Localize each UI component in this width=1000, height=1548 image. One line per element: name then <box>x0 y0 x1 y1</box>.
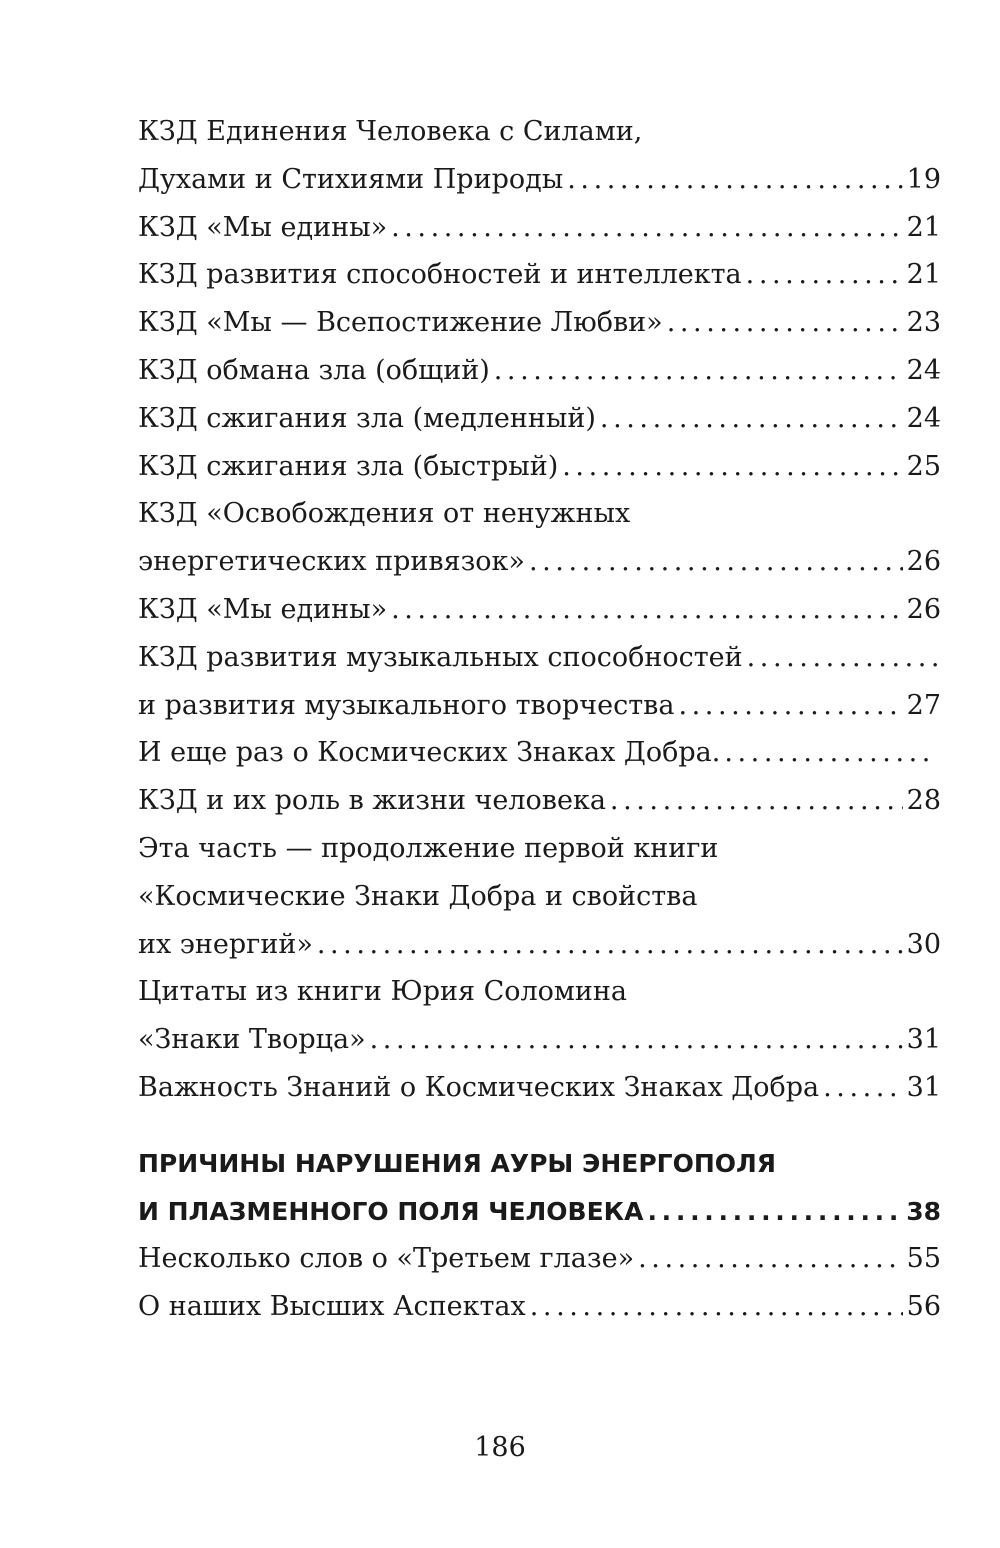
toc-page-number: 31 <box>906 1024 941 1056</box>
toc-page-number: 28 <box>906 785 941 817</box>
dot-leader <box>529 538 903 586</box>
dot-leader <box>530 1283 903 1331</box>
toc-line <box>138 682 941 730</box>
toc-page-number: 31 <box>906 1071 941 1103</box>
toc-entry-title: И ПЛАЗМЕННОГО ПОЛЯ ЧЕЛОВЕКА <box>138 1196 644 1226</box>
toc-entry-title: «Знаки Творца» <box>138 1024 366 1056</box>
dot-leader <box>638 1235 903 1283</box>
toc-line <box>138 1188 941 1236</box>
toc-line <box>138 968 941 1016</box>
toc-entry-title: ПРИЧИНЫ НАРУШЕНИЯ АУРЫ ЭНЕРГОПОЛЯ <box>138 1148 777 1178</box>
toc-page-number: 23 <box>906 307 941 339</box>
toc-entry-title: КЗД «Мы — Всепостижение Любви» <box>138 307 663 339</box>
toc-page-number: 27 <box>906 689 941 721</box>
toc-page-number: 56 <box>906 1291 941 1323</box>
toc-line <box>138 1140 941 1188</box>
dot-leader <box>370 1016 903 1064</box>
toc-entry-title: их энергий» <box>138 928 313 960</box>
dot-leader <box>647 1188 902 1236</box>
dot-leader <box>494 347 903 395</box>
dot-leader <box>317 921 903 969</box>
toc-page-number: 21 <box>906 211 941 243</box>
toc-entry-title: КЗД обмана зла (общий) <box>138 354 490 386</box>
page-number: 186 <box>474 1432 526 1463</box>
toc-entry-title: Важность Знаний о Космических Знаках Добра <box>138 1071 820 1103</box>
toc-page-number: 19 <box>906 163 941 195</box>
toc-line <box>138 777 941 825</box>
toc-entry-title: КЗД развития музыкальных способностей <box>138 641 743 673</box>
toc-page-number: 24 <box>906 354 941 386</box>
toc-page-number: 55 <box>906 1243 941 1275</box>
toc-entry-title: КЗД «Мы едины» <box>138 593 388 625</box>
dot-leader <box>747 634 937 682</box>
toc-line <box>138 1235 941 1283</box>
toc-line <box>138 204 941 252</box>
toc-line <box>138 347 941 395</box>
toc-line <box>138 156 941 204</box>
toc-page-number: 30 <box>906 928 941 960</box>
dot-leader <box>724 729 937 777</box>
toc-line <box>138 299 941 347</box>
toc-entry-title: КЗД развития способностей и интеллекта <box>138 259 742 291</box>
toc-line <box>138 443 941 491</box>
toc-page-number: 21 <box>906 259 941 291</box>
toc-entry-title: И еще раз о Космических Знаках Добра. <box>138 737 721 769</box>
dot-leader <box>600 395 903 443</box>
toc-entry-title: О наших Высших Аспектах <box>138 1291 526 1323</box>
dot-leader <box>678 682 902 730</box>
toc-line <box>138 729 941 777</box>
toc-entry-title: «Космические Знаки Добра и свойства <box>138 880 698 912</box>
toc-entry-title: КЗД Единения Человека с Силами, <box>138 116 643 147</box>
toc-line <box>138 108 941 156</box>
dot-leader <box>567 156 902 204</box>
dot-leader <box>823 1064 903 1112</box>
toc-line <box>138 1016 941 1064</box>
toc-entry-title: энергетических привязок» <box>138 546 525 578</box>
dot-leader <box>746 251 903 299</box>
toc-entry-title: Цитаты из книги Юрия Соломина <box>138 976 628 1008</box>
toc-line <box>138 921 941 969</box>
toc-page-number: 26 <box>906 546 941 578</box>
toc-line <box>138 1064 941 1112</box>
toc-line <box>138 634 941 682</box>
toc-line <box>138 490 941 538</box>
dot-leader <box>391 204 903 252</box>
toc-entry-title: Духами и Стихиями Природы <box>138 163 564 195</box>
toc-entry-title: КЗД «Мы едины» <box>138 211 388 243</box>
toc-line <box>138 825 941 873</box>
toc-line <box>138 586 941 634</box>
section-gap <box>138 1112 941 1140</box>
table-of-contents <box>138 108 941 1331</box>
toc-line <box>138 873 941 921</box>
dot-leader <box>610 777 903 825</box>
toc-entry-title: КЗД и их роль в жизни человека <box>138 785 606 817</box>
toc-line <box>138 251 941 299</box>
toc-entry-title: Эта часть — продолжение первой книги <box>138 832 719 864</box>
dot-leader <box>562 443 902 491</box>
toc-entry-title: КЗД сжигания зла (быстрый) <box>138 450 559 482</box>
toc-page-number: 24 <box>906 402 941 434</box>
dot-leader <box>391 586 903 634</box>
toc-entry-title: КЗД сжигания зла (медленный) <box>138 402 596 434</box>
toc-entry-title: Несколько слов о «Третьем глазе» <box>138 1243 635 1275</box>
toc-line <box>138 395 941 443</box>
toc-line <box>138 1283 941 1331</box>
dot-leader <box>667 299 903 347</box>
toc-entry-title: КЗД «Освобождения от ненужных <box>138 498 631 530</box>
toc-line <box>138 538 941 586</box>
toc-page-number: 26 <box>906 593 941 625</box>
toc-page-number: 25 <box>906 450 941 482</box>
toc-page-number: 38 <box>906 1196 941 1226</box>
toc-entry-title: и развития музыкального творчества <box>138 689 675 721</box>
